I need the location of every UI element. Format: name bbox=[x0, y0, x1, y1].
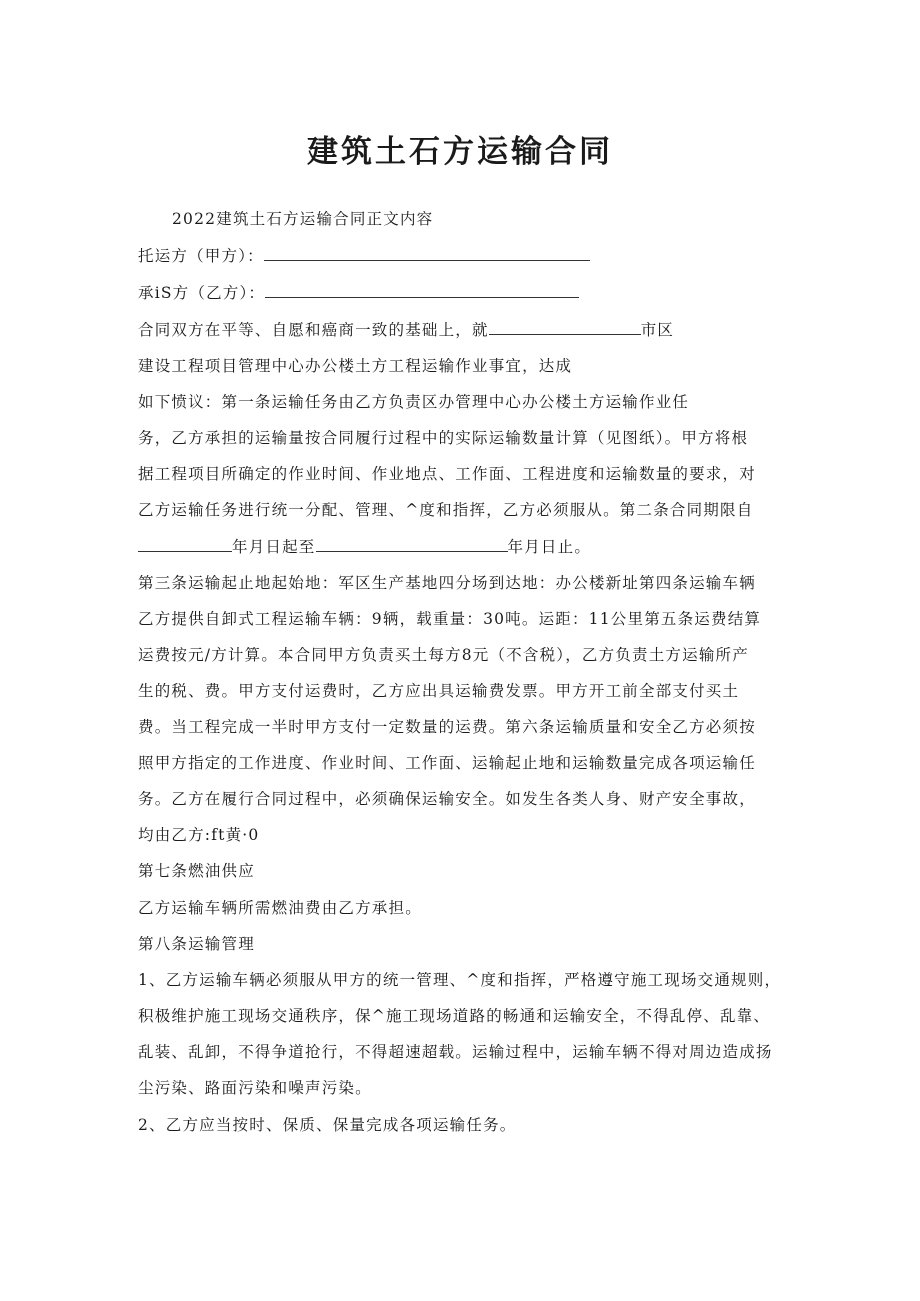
body-line: 1、乙方运输车辆必须服从甲方的统一管理、^度和指挥，严格遵守施工现场交通规则， bbox=[138, 971, 782, 989]
party-b-blank bbox=[265, 283, 579, 298]
document-title: 建筑土石方运输合同 bbox=[307, 134, 613, 170]
term-text-b: 年月日止。 bbox=[507, 538, 592, 556]
body-line: 照甲方指定的工作进度、作业时间、工作面、运输起止地和运输数量完成各项运输任 bbox=[138, 754, 756, 772]
body-line: 务，乙方承担的运输量按合同履行过程中的实际运输数量计算（见图纸）。甲方将根 bbox=[138, 429, 749, 447]
party-b-line bbox=[138, 283, 579, 303]
body-line: 乙方提供自卸式工程运输车辆：9辆，载重量：30吨。运距：11公里第五条运费结算 bbox=[138, 610, 762, 628]
intro-text-a: 合同双方在平等、自愿和癌商一致的基础上，就 bbox=[138, 321, 489, 339]
party-a-label: 托运方（甲方）： bbox=[138, 247, 264, 265]
term-line bbox=[138, 537, 591, 557]
body-line: 务。乙方在履行合同过程中，必须确保运输安全。如发生各类人身、财产安全事故， bbox=[138, 790, 756, 808]
body-line: 乙方运输任务进行统一分配、管理、^度和指挥，乙方必须服从。第二条合同期限自 bbox=[138, 501, 754, 519]
section-heading: 第七条燃油供应 bbox=[138, 862, 255, 880]
body-line: 乙方运输车辆所需燃油费由乙方承担。 bbox=[138, 899, 422, 917]
section-heading: 第八条运输管理 bbox=[138, 935, 255, 953]
body-line: 运费按元/方计算。本合同甲方负责买土每方8元（不含税），乙方负责土方运输所产 bbox=[138, 646, 749, 664]
start-date-blank bbox=[138, 537, 232, 552]
end-date-blank bbox=[316, 537, 508, 552]
body-line: 第三条运输起止地起始地：军区生产基地四分场到达地：办公楼新址第四条运输车辆 bbox=[138, 574, 756, 592]
body-line: 据工程项目所确定的作业时间、作业地点、工作面、工程进度和运输数量的要求，对 bbox=[138, 465, 756, 483]
body-line: 乱装、乱卸，不得争道抢行，不得超速超载。运输过程中，运输车辆不得对周边造成扬 bbox=[138, 1043, 773, 1061]
body-line: 2、乙方应当按时、保质、保量完成各项运输任务。 bbox=[138, 1116, 517, 1134]
body-line: 费。当工程完成一半时甲方支付一定数量的运费。第六条运输质量和安全乙方必须按 bbox=[138, 718, 756, 736]
intro-text-b: 市区 bbox=[640, 321, 675, 339]
term-text-a: 年月日起至 bbox=[232, 538, 316, 556]
party-a-blank bbox=[264, 246, 590, 261]
body-line: 如下愤议：第一条运输任务由乙方负责区办管理中心办公楼土方运输作业任 bbox=[138, 393, 690, 411]
body-line: 积极维护施工现场交通秩序，保^施工现场道路的畅通和运输安全，不得乱停、乱靠、 bbox=[138, 1007, 771, 1025]
intro-line bbox=[138, 320, 674, 340]
body-line: 生的税、费。甲方支付运费时，乙方应出具运输费发票。甲方开工前全部支付买土 bbox=[138, 682, 740, 700]
party-b-label: 承iS方（乙方）： bbox=[138, 284, 266, 302]
body-line: 尘污染、路面污染和噪声污染。 bbox=[138, 1079, 372, 1097]
city-blank bbox=[489, 320, 641, 335]
subtitle: 2022建筑土石方运输合同正文内容 bbox=[172, 210, 434, 228]
party-a-line bbox=[138, 246, 590, 266]
body-line: 建设工程项目管理中心办公楼土方工程运输作业事宜，达成 bbox=[138, 357, 573, 375]
body-line: 均由乙方:ft黄·0 bbox=[138, 826, 260, 844]
